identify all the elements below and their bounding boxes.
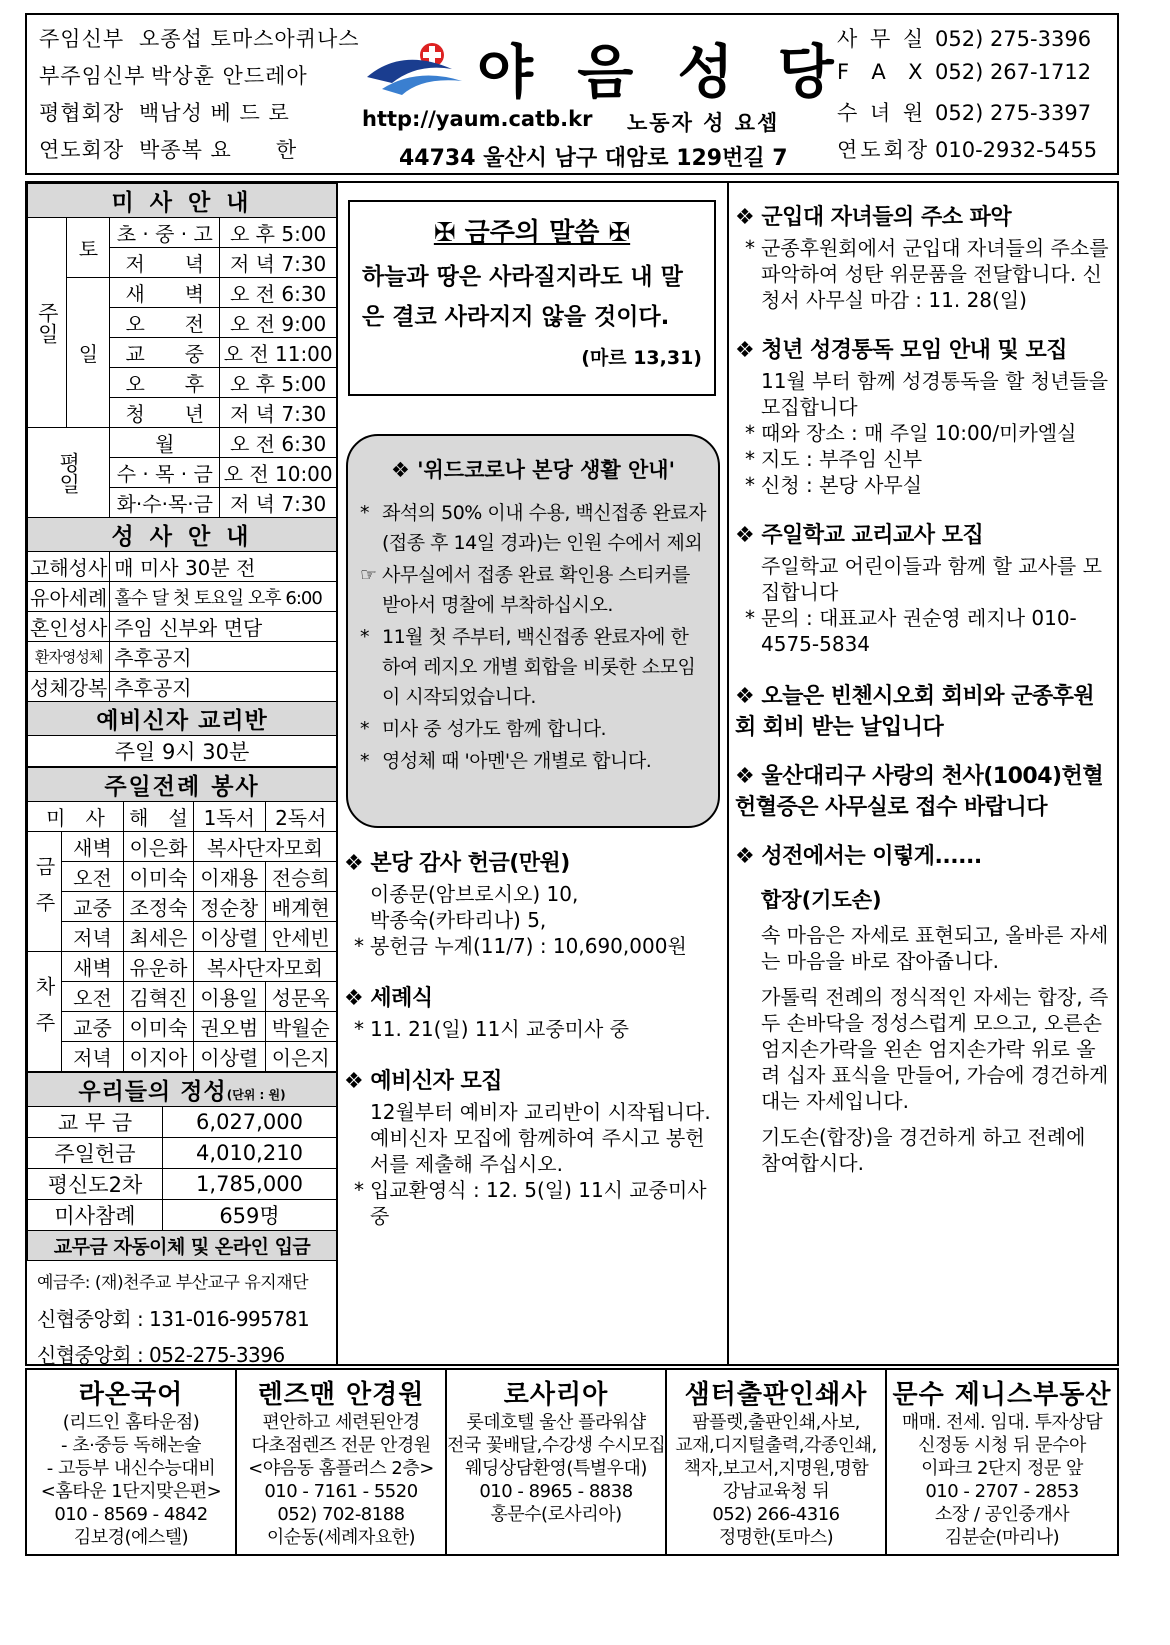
church-name: 야 음 성 당: [477, 38, 846, 106]
notice-bullet: [735, 235, 1111, 313]
liturgy-reader1: 권오범: [194, 1012, 266, 1042]
ad-line: 매매. 전세. 임대. 투자상담: [901, 1412, 1103, 1433]
liturgy-table: [27, 767, 337, 1072]
bullet-text: 입교환영식 : 12. 5(일) 11시 교중미사 중: [370, 1178, 707, 1228]
covid-item-mark: *: [360, 626, 370, 648]
right-divider: [727, 183, 729, 1364]
word-ref: (마르 13,31): [581, 347, 702, 369]
staff-name: 백남성 베 드 로: [139, 101, 290, 125]
notice-section: [735, 759, 1111, 821]
transfer-line: 신협중앙회 : 052-275-3396: [37, 1343, 285, 1367]
liturgy-reader2: 성문옥: [265, 982, 337, 1012]
ad-line: 김분순(마리나): [944, 1527, 1060, 1548]
mass-category: 수 · 목 · 금: [110, 458, 220, 488]
staff-row: [39, 97, 369, 134]
liturgy-reader1: 이상렬: [194, 1042, 266, 1072]
ad-line: 교재,디지털출력,각종인쇄,: [675, 1435, 877, 1456]
liturgy-mass: 교중: [62, 892, 124, 922]
contact-label: 사 무 실: [837, 27, 927, 51]
bullet-mark: *: [354, 1017, 364, 1041]
notice-bullet: [344, 1177, 722, 1229]
bullet-text: 문의 : 대표교사 권순영 레지나 010-4575-5834: [761, 606, 1077, 656]
ad-line: 다초점렌즈 전문 안경원: [251, 1435, 431, 1456]
staff-role: 연도회장: [39, 138, 125, 162]
mass-time: 오 전 11:00: [220, 338, 337, 368]
church-url[interactable]: http://yaum.catb.kr: [362, 107, 593, 131]
contact-row: [837, 97, 1117, 134]
liturgy-commentator: 최세은: [124, 922, 194, 952]
offering-amount: 659명: [163, 1200, 337, 1231]
posture-section: [735, 884, 1111, 1176]
covid-items: [360, 498, 706, 776]
staff-role: 주임신부: [39, 27, 125, 51]
transfer-line: 신협중앙회 : 131-016-995781: [37, 1307, 310, 1331]
contact-value: 052) 267-1712: [935, 60, 1092, 84]
ad-line: 이순동(세례자요한): [266, 1527, 416, 1548]
bullet-mark: *: [745, 447, 755, 471]
liturgy-mass: 교중: [62, 1012, 124, 1042]
bullet-text: 신청 : 본당 사무실: [761, 473, 923, 497]
ad-line: - 초·중등 독해논술: [61, 1435, 201, 1456]
staff-role: 부주임신부: [39, 64, 146, 88]
ad-block: [667, 1370, 887, 1554]
ad-line: 편안하고 세련된안경: [262, 1412, 420, 1433]
contact-value: 052) 275-3397: [935, 101, 1092, 125]
middle-notices: [344, 846, 722, 1251]
liturgy-header: 해 설: [124, 802, 194, 832]
staff-name: 박종복 요 한: [139, 138, 298, 162]
liturgy-title: 주일전례 봉사: [28, 768, 337, 802]
posture-paragraph: 속 마음은 자세로 표현되고, 올바른 자세는 마음을 바로 잡아줍니다.: [761, 923, 1109, 973]
catechumen-time: 주일 9시 30분: [28, 736, 337, 767]
liturgy-mass: 저녁: [62, 922, 124, 952]
covid-item: [360, 498, 706, 558]
sacrament-name: 유아세례: [28, 582, 110, 612]
notice-bullet: [735, 605, 1111, 657]
staff-row: [39, 60, 369, 97]
ad-title: 렌즈맨 안경원: [257, 1380, 425, 1410]
weekday-label: 평일: [28, 428, 110, 518]
sacrament-name: 고해성사: [28, 552, 110, 582]
covid-item-text: 좌석의 50% 이내 수용, 백신접종 완료자(접종 후 14일 경과)는 인원 수에서 제외: [382, 502, 706, 554]
ad-line: 010 - 7161 - 5520: [264, 1481, 418, 1502]
covid-item: [360, 560, 706, 620]
offering-unit: (단위 : 원): [226, 1088, 286, 1102]
notice-title: ❖ 주일학교 교리교사 모집: [735, 523, 984, 548]
liturgy-header: 미 사: [28, 802, 124, 832]
ads-box: [25, 1368, 1119, 1556]
bullet-mark: *: [745, 421, 755, 445]
liturgy-week-label: 금주: [28, 832, 62, 952]
liturgy-reader2: 안세빈: [265, 922, 337, 952]
ad-line: 정명한(토마스): [718, 1527, 834, 1548]
covid-item-mark: *: [360, 750, 370, 772]
liturgy-reader1: 이상렬: [194, 922, 266, 952]
staff-list: [39, 23, 369, 171]
ad-line: - 고등부 내신수능대비: [46, 1458, 216, 1479]
staff-row: [39, 23, 369, 60]
notice-title: ❖ 청년 성경통독 모임 안내 및 모집: [735, 338, 1067, 363]
bullet-mark: *: [745, 606, 755, 630]
ad-line: 이파크 2단지 정문 앞: [921, 1458, 1083, 1479]
ad-line: 010 - 8965 - 8838: [479, 1481, 633, 1502]
church-logo: [362, 37, 472, 97]
notice-line: 11월 부터 함께 성경통독을 할 청년들을 모집합니다: [761, 369, 1109, 419]
mass-time: 오 후 5:00: [220, 368, 337, 398]
transfer-lines: [27, 1261, 337, 1373]
bullet-mark: *: [354, 934, 364, 958]
liturgy-commentator: 이은화: [124, 832, 194, 862]
word-box: [348, 200, 716, 396]
liturgy-commentator: 이미숙: [124, 1012, 194, 1042]
ad-title: 라온국어: [78, 1380, 184, 1410]
offering-label: 교 무 금: [28, 1107, 163, 1138]
mass-title: 미 사 안 내: [28, 184, 337, 218]
contact-row: [837, 134, 1117, 171]
notice-bullet: [344, 1016, 722, 1042]
contact-label: F A X: [837, 60, 926, 84]
ad-line: 052) 702-8188: [277, 1504, 405, 1525]
notice-section: [735, 518, 1111, 657]
sacrament-info: 홀수 달 첫 토요일 오후 6:00: [110, 582, 337, 612]
notice-section: [344, 846, 722, 959]
bullet-text: 때와 장소 : 매 주일 10:00/미카엘실: [761, 421, 1077, 445]
notice-title: ❖ 군입대 자녀들의 주소 파악: [735, 205, 1012, 230]
mass-time: 오 전 9:00: [220, 308, 337, 338]
sacrament-name: 환자영성체: [28, 642, 110, 672]
word-title: ✠ 금주의 말씀 ✠: [433, 218, 631, 248]
ad-line: 팜플렛,출판인쇄,사보,: [692, 1412, 860, 1433]
ad-title: 샘터출판인쇄사: [684, 1380, 868, 1410]
ad-block: [887, 1370, 1117, 1554]
liturgy-reader2: 배계현: [265, 892, 337, 922]
covid-item-text: 영성체 때 '아멘'은 개별로 합니다.: [382, 750, 652, 772]
offering-label: 주일헌금: [28, 1138, 163, 1169]
mass-category: 청 년: [110, 398, 220, 428]
covid-item-mark: *: [360, 718, 370, 740]
offering-title-cell: [28, 1073, 337, 1107]
mass-time: 오 전 10:00: [220, 458, 337, 488]
liturgy-reader2: 이은지: [265, 1042, 337, 1072]
mass-category: 오 전: [110, 308, 220, 338]
mass-time: 저 녁 7:30: [220, 248, 337, 278]
ad-block: [447, 1370, 667, 1554]
liturgy-reader1: 정순창: [194, 892, 266, 922]
posture-paragraph: 가톨릭 전례의 정식적인 자세는 합장, 즉 두 손바닥을 정성스럽게 모으고, 오른손 엄지손가락을 왼손 엄지손가락 위로 올려 십자 표식을 만들어, 가슴에 경건하게 대는 자세입니다.: [761, 985, 1109, 1113]
liturgy-reader1: 이용일: [194, 982, 266, 1012]
covid-item-text: 11월 첫 주부터, 백신접종 완료자에 한하여 레지오 개별 회합을 비롯한 소모임이 시작되었습니다.: [382, 626, 696, 708]
mass-time: 저 녁 7:30: [220, 488, 337, 518]
left-divider: [336, 183, 338, 1364]
contact-list: [837, 23, 1117, 171]
liturgy-commentator: 유운하: [124, 952, 194, 982]
posture-subtitle: 합장(기도손): [761, 888, 882, 912]
notice-line: 주일학교 어린이들과 함께 할 교사를 모집합니다: [761, 554, 1102, 604]
mass-time: 저 녁 7:30: [220, 398, 337, 428]
liturgy-mass: 새벽: [62, 952, 124, 982]
mass-category: 교 중: [110, 338, 220, 368]
sacrament-name: 성체강복: [28, 672, 110, 702]
ads-row: [27, 1370, 1117, 1554]
notice-line: 12월부터 예비자 교리반이 시작됩니다. 예비신자 모집에 함께하여 주시고 봉헌서를 제출해 주십시오.: [370, 1100, 711, 1176]
ad-title: 로사리아: [503, 1380, 609, 1410]
offering-table: [27, 1072, 337, 1261]
sacrament-name: 혼인성사: [28, 612, 110, 642]
notice-section: [735, 679, 1111, 741]
offering-label: 평신도2차: [28, 1169, 163, 1200]
mass-time: 오 전 6:30: [220, 278, 337, 308]
mass-time: 오 전 6:30: [220, 428, 337, 458]
header-box: [25, 13, 1119, 175]
word-text: 하늘과 땅은 사라질지라도 내 말은 결코 사라지지 않을 것이다.: [362, 264, 683, 330]
mass-category: 새 벽: [110, 278, 220, 308]
liturgy-mass: 오전: [62, 862, 124, 892]
mass-category: 저 녁: [110, 248, 220, 278]
covid-item: [360, 714, 706, 744]
notice-section: [735, 200, 1111, 313]
ad-line: 전국 꽃배달,수강생 수시모집: [447, 1435, 666, 1456]
liturgy-mass: 오전: [62, 982, 124, 1012]
contact-label: 수 녀 원: [837, 101, 927, 125]
transfer-line: 예금주: (재)천주교 부산교구 유지재단: [37, 1273, 309, 1293]
notice-section: [735, 333, 1111, 498]
ad-line: 책자,보고서,지명원,명함: [683, 1458, 869, 1479]
mass-time: 오 후 5:00: [220, 218, 337, 248]
saturday-label: 토: [67, 218, 110, 278]
covid-title: ❖ '위드코로나 본당 생활 안내': [390, 458, 676, 482]
bullet-text: 지도 : 부주임 신부: [761, 447, 923, 471]
liturgy-mass: 새벽: [62, 832, 124, 862]
bullet-text: 군종후원회에서 군입대 자녀들의 주소를 파악하여 성탄 위문품을 전달합니다. 신청서 사무실 마감 : 11. 28(일): [761, 236, 1109, 312]
liturgy-commentator: 조정숙: [124, 892, 194, 922]
covid-item-text: 사무실에서 접종 완료 확인용 스티커를 받아서 명찰에 부착하십시오.: [382, 564, 690, 616]
liturgy-reader: 복사단자모회: [194, 832, 337, 862]
ad-line: 010 - 2707 - 2853: [925, 1481, 1079, 1502]
bullet-text: 11. 21(일) 11시 교중미사 중: [370, 1017, 629, 1041]
mass-table: [27, 183, 337, 767]
sacrament-info: 주임 신부와 면담: [110, 612, 337, 642]
ad-line: 소장 / 공인중개사: [934, 1504, 1070, 1525]
contact-label: 연도회장: [837, 138, 931, 162]
ad-title: 문수 제니스부동산: [892, 1380, 1112, 1410]
offering-label: 미사참례: [28, 1200, 163, 1231]
bullet-text: 봉헌금 누계(11/7) : 10,690,000원: [370, 934, 687, 958]
offering-amount: 6,027,000: [163, 1107, 337, 1138]
covid-item: [360, 746, 706, 776]
ad-line: (리드인 홈타운점): [62, 1412, 200, 1433]
covid-item-mark: ☞: [360, 564, 378, 586]
ad-line: 김보경(에스텔): [73, 1527, 189, 1548]
covid-item: [360, 622, 706, 712]
sunday-label: 주일: [28, 218, 67, 428]
liturgy-header: 2독서: [265, 802, 337, 832]
liturgy-reader: 복사단자모회: [194, 952, 337, 982]
sacrament-info: 매 미사 30분 전: [110, 552, 337, 582]
bullet-mark: *: [745, 473, 755, 497]
liturgy-header: 1독서: [194, 802, 266, 832]
notice-title: ❖ 성전에서는 이렇게......: [735, 844, 982, 869]
mass-category: 초 · 중 · 고: [110, 218, 220, 248]
posture-paragraph: 기도손(합장)을 경건하게 하고 전례에 참여합시다.: [761, 1125, 1086, 1175]
notice-bullet: [735, 446, 1111, 472]
liturgy-reader1: 이재용: [194, 862, 266, 892]
ad-line: <야음동 홈플러스 2층>: [248, 1458, 434, 1479]
covid-item-mark: *: [360, 502, 370, 524]
ad-line: 신정동 시청 뒤 문수아: [918, 1435, 1086, 1456]
patron-saint: 노동자 성 요셉: [627, 111, 780, 135]
notice-section: [344, 981, 722, 1042]
offering-amount: 1,785,000: [163, 1169, 337, 1200]
offering-title: 우리들의 정성: [78, 1079, 227, 1105]
mass-category: 월: [110, 428, 220, 458]
ad-block: [27, 1370, 237, 1554]
staff-name: 오종섭 토마스아퀴나스: [139, 27, 360, 51]
contact-row: [837, 60, 1117, 97]
sacrament-info: 추후공지: [110, 642, 337, 672]
staff-row: [39, 134, 369, 171]
offering-amount: 4,010,210: [163, 1138, 337, 1169]
catechumen-title: 예비신자 교리반: [28, 702, 337, 736]
ad-block: [237, 1370, 447, 1554]
sunday-day-label: 일: [67, 278, 110, 428]
ad-line: 강남교육청 뒤: [722, 1481, 830, 1502]
contact-value: 010-2932-5455: [935, 138, 1098, 162]
liturgy-mass: 저녁: [62, 1042, 124, 1072]
liturgy-commentator: 이미숙: [124, 862, 194, 892]
liturgy-commentator: 김혁진: [124, 982, 194, 1012]
left-column: [27, 183, 337, 1373]
ad-line: 웨딩상담환영(특별우대): [465, 1458, 647, 1479]
liturgy-week-label: 차주: [28, 952, 62, 1072]
notice-title: ❖ 울산대리구 사랑의 천사(1004)헌혈 헌혈증은 사무실로 접수 바랍니다: [735, 764, 1104, 820]
notice-bullet: [344, 933, 722, 959]
liturgy-reader2: 전승희: [265, 862, 337, 892]
covid-item-text: 미사 중 성가도 함께 합니다.: [382, 718, 607, 740]
notice-section: [735, 839, 1111, 870]
bullet-mark: *: [354, 1178, 364, 1202]
sacrament-info: 추후공지: [110, 672, 337, 702]
staff-name: 박상훈 안드레아: [151, 64, 308, 88]
covid-box: [346, 434, 720, 828]
liturgy-commentator: 이지아: [124, 1042, 194, 1072]
notice-bullet: [735, 420, 1111, 446]
notice-line: 이종문(암브로시오) 10,: [370, 882, 579, 906]
notice-title: ❖ 세례식: [344, 986, 433, 1011]
ad-line: 052) 266-4316: [712, 1504, 840, 1525]
sacraments-title: 성 사 안 내: [28, 518, 337, 552]
ad-line: 010 - 8569 - 4842: [54, 1504, 208, 1525]
notice-title: ❖ 본당 감사 헌금(만원): [344, 851, 570, 876]
notice-section: [344, 1064, 722, 1229]
transfer-title: 교무금 자동이체 및 온라인 입금: [28, 1231, 337, 1261]
ad-line: <홈타운 1단지맞은편>: [40, 1481, 222, 1502]
mass-category: 오 후: [110, 368, 220, 398]
right-notices: [735, 200, 1111, 1186]
contact-row: [837, 23, 1117, 60]
ad-line: 롯데호텔 울산 플라워샵: [466, 1412, 646, 1433]
notice-line: 박종숙(카타리나) 5,: [370, 908, 547, 932]
staff-role: 평협회장: [39, 101, 125, 125]
contact-value: 052) 275-3396: [935, 27, 1092, 51]
notice-title: ❖ 예비신자 모집: [344, 1069, 503, 1094]
mass-category: 화·수·목·금: [110, 488, 220, 518]
liturgy-reader2: 박월순: [265, 1012, 337, 1042]
notice-title: ❖ 오늘은 빈첸시오회 회비와 군종후원회 회비 받는 날입니다: [735, 684, 1095, 740]
church-address: 44734 울산시 남구 대암로 129번길 7: [399, 146, 788, 171]
notice-bullet: [735, 472, 1111, 498]
bullet-mark: *: [745, 236, 755, 260]
ad-line: 홍문수(로사리아): [490, 1504, 622, 1525]
